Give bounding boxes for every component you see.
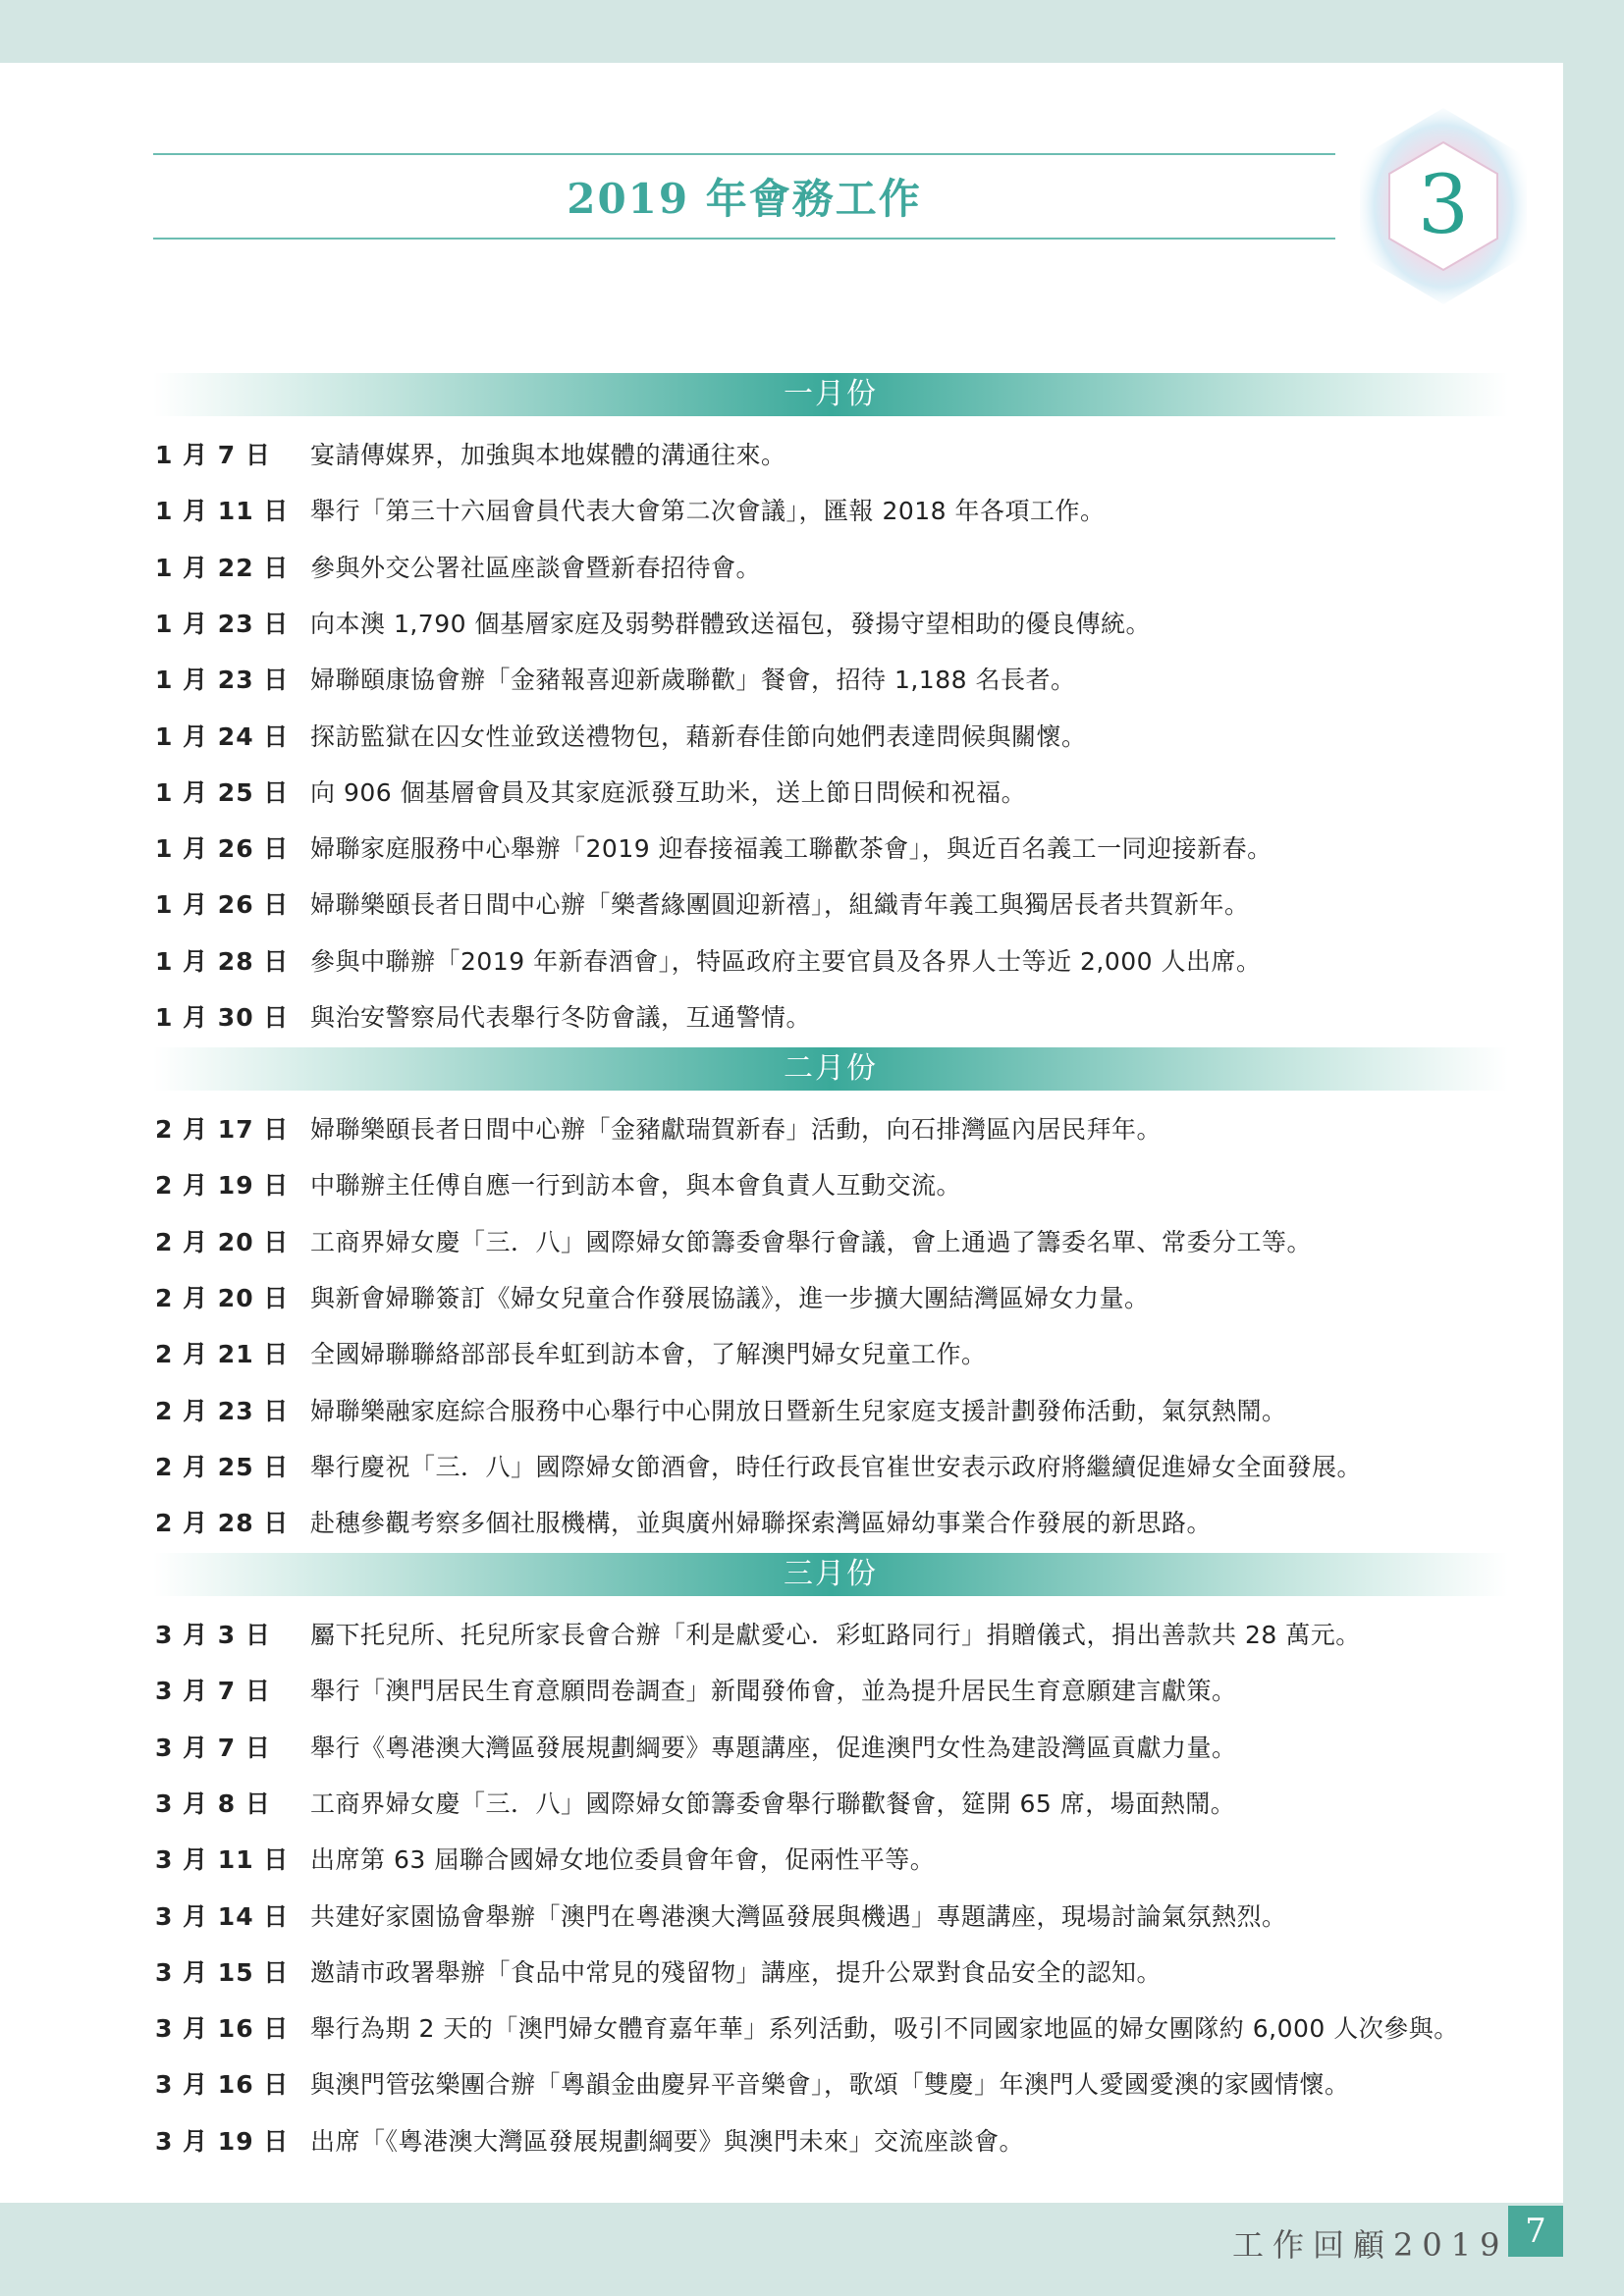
entry-date: 2 月 25 日: [155, 1452, 290, 1481]
entry-text: 屬下托兒所、托兒所家長會合辦「利是獻愛心．彩虹路同行」捐贈儀式，捐出善款共 28 萬元。: [310, 1621, 1361, 1649]
entry-text: 赴穗參觀考察多個社服機構，並與廣州婦聯探索灣區婦幼事業合作發展的新思路。: [310, 1509, 1213, 1538]
chapter-number: 3: [1417, 159, 1470, 252]
entry-date: 3 月 7 日: [155, 1677, 271, 1706]
title-rule-top: [153, 153, 1335, 155]
entry-text: 向本澳 1,790 個基層家庭及弱勢群體致送福包，發揚守望相助的優良傳統。: [310, 609, 1151, 638]
entry-date: 2 月 28 日: [155, 1509, 290, 1538]
entry-text: 宴請傳媒界，加強與本地媒體的溝通往來。: [310, 441, 786, 469]
entry-date: 2 月 20 日: [155, 1227, 290, 1256]
month-header: [153, 1553, 1508, 1596]
entry-text: 舉行為期 2 天的「澳門婦女體育嘉年華」系列活動，吸引不同國家地區的婦女團隊約 6,000 人次參與。: [310, 2014, 1459, 2044]
entry-date: 1 月 26 日: [155, 834, 290, 864]
entry-text: 婦聯頤康協會辦「金豬報喜迎新歲聯歡」餐會，招待 1,188 名長者。: [310, 666, 1076, 695]
entry-text: 工商界婦女慶「三．八」國際婦女節籌委會舉行聯歡餐會，筵開 65 席，場面熱鬧。: [310, 1789, 1236, 1818]
entry-text: 舉行「第三十六屆會員代表大會第二次會議」，匯報 2018 年各項工作。: [310, 497, 1106, 526]
entry-date: 1 月 23 日: [155, 666, 290, 695]
entry-date: 3 月 14 日: [155, 1901, 290, 1931]
entry-date: 1 月 26 日: [155, 890, 290, 920]
entry-text: 舉行「澳門居民生育意願問卷調查」新聞發佈會，並為提升居民生育意願建言獻策。: [310, 1677, 1237, 1706]
entry-text: 出席「《粵港澳大灣區發展規劃綱要》與澳門未來」交流座談會。: [310, 2126, 1025, 2156]
entry-date: 3 月 11 日: [155, 1845, 290, 1875]
entry-text: 全國婦聯聯絡部部長牟虹到訪本會，了解澳門婦女兒童工作。: [310, 1340, 987, 1369]
month-label: 三月份: [784, 1557, 878, 1591]
entry-text: 中聯辦主任傅自應一行到訪本會，與本會負責人互動交流。: [310, 1171, 962, 1201]
entry-date: 1 月 11 日: [155, 497, 290, 526]
entry-text: 舉行《粵港澳大灣區發展規劃綱要》專題講座，促進澳門女性為建設灣區貢獻力量。: [310, 1733, 1237, 1762]
page-number: 7: [1508, 2206, 1563, 2257]
entry-text: 邀請市政署舉辦「食品中常見的殘留物」講座，提升公眾對食品安全的認知。: [310, 1957, 1163, 1987]
page-title: 2019 年會務工作: [567, 175, 922, 223]
month-label: 二月份: [784, 1051, 878, 1086]
entry-text: 共建好家園協會舉辦「澳門在粵港澳大灣區發展與機遇」專題講座，現場討論氣氛熱烈。: [310, 1901, 1287, 1931]
entry-text: 參與外交公署社區座談會暨新春招待會。: [310, 553, 762, 582]
month-label: 一月份: [784, 377, 878, 411]
entry-date: 1 月 22 日: [155, 553, 290, 582]
month-header: [153, 373, 1508, 416]
entry-date: 2 月 19 日: [155, 1171, 290, 1201]
chapter-hexagon-icon: [1350, 103, 1537, 309]
entry-date: 1 月 28 日: [155, 946, 290, 976]
entry-text: 探訪監獄在囚女性並致送禮物包，藉新春佳節向她們表達問候與關懷。: [310, 721, 1087, 751]
entry-date: 3 月 15 日: [155, 1957, 290, 1987]
entry-text: 舉行慶祝「三．八」國際婦女節酒會，時任行政長官崔世安表示政府將繼續促進婦女全面發展。: [310, 1452, 1363, 1481]
entry-text: 婦聯樂融家庭綜合服務中心舉行中心開放日暨新生兒家庭支援計劃發佈活動，氣氛熱鬧。: [310, 1396, 1287, 1425]
title-rule-bottom: [153, 238, 1335, 240]
entry-date: 3 月 16 日: [155, 2070, 290, 2100]
entry-date: 3 月 8 日: [155, 1789, 271, 1818]
right-margin-strip: [1563, 63, 1624, 2203]
entry-text: 婦聯家庭服務中心舉辦「2019 迎春接福義工聯歡茶會」，與近百名義工一同迎接新春。: [310, 834, 1272, 864]
entry-text: 婦聯樂頤長者日間中心辦「金豬獻瑞賀新春」活動，向石排灣區內居民拜年。: [310, 1115, 1163, 1144]
entry-date: 2 月 17 日: [155, 1115, 290, 1144]
entry-date: 2 月 21 日: [155, 1340, 290, 1369]
entry-text: 向 906 個基層會員及其家庭派發互助米，送上節日問候和祝福。: [310, 777, 1027, 807]
entry-date: 2 月 20 日: [155, 1283, 290, 1312]
entry-date: 3 月 19 日: [155, 2126, 290, 2156]
entry-date: 3 月 16 日: [155, 2014, 290, 2044]
entry-date: 1 月 7 日: [155, 441, 271, 469]
entry-text: 出席第 63 屆聯合國婦女地位委員會年會，促兩性平等。: [310, 1845, 936, 1875]
entry-date: 1 月 30 日: [155, 1003, 290, 1032]
footer-label: 工作回顧2019: [1232, 2226, 1509, 2264]
entry-text: 工商界婦女慶「三．八」國際婦女節籌委會舉行會議，會上通過了籌委名單、常委分工等。: [310, 1227, 1313, 1256]
entry-date: 3 月 7 日: [155, 1733, 271, 1762]
entry-text: 與澳門管弦樂團合辦「粵韻金曲慶昇平音樂會」，歌頌「雙慶」年澳門人愛國愛澳的家國情懷。: [310, 2070, 1350, 2100]
entry-date: 1 月 25 日: [155, 777, 290, 807]
entry-text: 參與中聯辦「2019 年新春酒會」，特區政府主要官員及各界人士等近 2,000 人出席。: [310, 946, 1262, 976]
entry-date: 1 月 23 日: [155, 609, 290, 638]
entry-text: 與治安警察局代表舉行冬防會議，互通警情。: [310, 1003, 812, 1032]
month-header: [153, 1047, 1508, 1091]
entry-date: 2 月 23 日: [155, 1396, 290, 1425]
entry-text: 婦聯樂頤長者日間中心辦「樂耆緣團圓迎新禧」，組織青年義工與獨居長者共賀新年。: [310, 890, 1250, 920]
entry-date: 3 月 3 日: [155, 1621, 271, 1649]
entry-text: 與新會婦聯簽訂《婦女兒童合作發展協議》，進一步擴大團結灣區婦女力量。: [310, 1283, 1150, 1312]
entry-date: 1 月 24 日: [155, 721, 290, 751]
